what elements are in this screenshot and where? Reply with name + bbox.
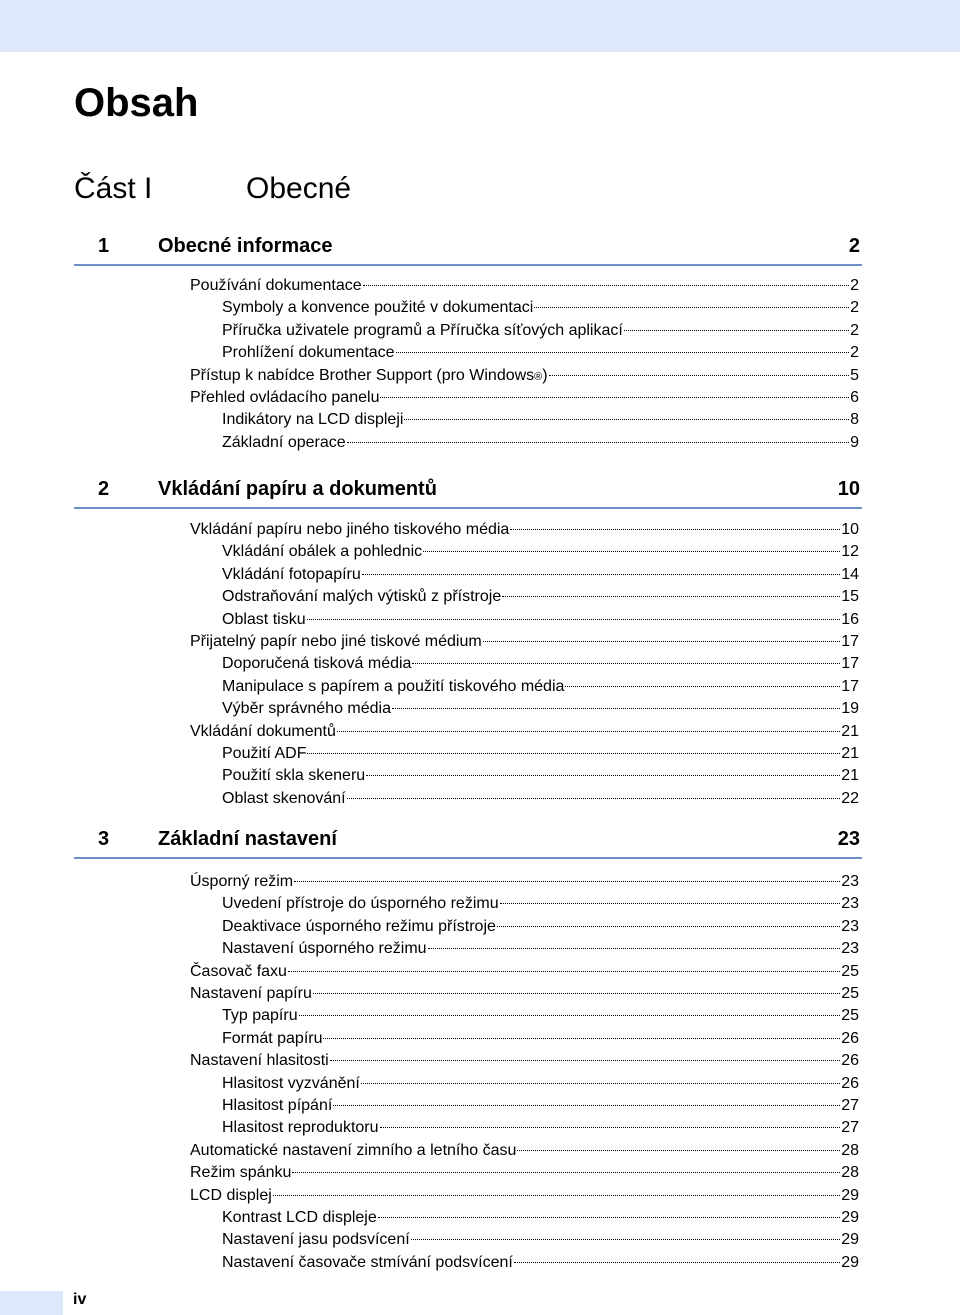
- toc-entry-page: 15: [841, 588, 859, 606]
- chapter-page: 10: [837, 478, 860, 500]
- toc-entry[interactable]: [222, 565, 859, 585]
- toc-entry[interactable]: [222, 744, 859, 764]
- toc-entry-page: 2: [850, 321, 859, 339]
- dot-leader: [307, 753, 840, 754]
- toc-entry-text: Úsporný režim: [190, 873, 294, 890]
- dot-leader: [517, 1150, 840, 1151]
- dot-leader: [366, 775, 840, 776]
- toc-entry[interactable]: [222, 610, 859, 630]
- toc-entry[interactable]: [222, 699, 859, 719]
- toc-entry-page: 23: [841, 917, 859, 935]
- toc-entry-page: 26: [841, 1052, 859, 1070]
- toc-entry-text: Přístup k nabídce Brother Support (pro Windows: [190, 366, 535, 384]
- dot-leader: [534, 307, 849, 308]
- toc-entry-text: Oblast tisku: [222, 610, 306, 628]
- toc-entry[interactable]: [222, 654, 859, 674]
- toc-entry-page: 23: [841, 940, 859, 958]
- toc-entry-page: 6: [850, 389, 859, 406]
- chapter-number: 2: [98, 478, 110, 500]
- dot-leader: [288, 971, 840, 972]
- page-title: Obsah: [74, 81, 199, 125]
- toc-entry-page: 29: [841, 1209, 859, 1226]
- dot-leader: [510, 529, 840, 530]
- toc-entry-text: Oblast skenování: [222, 789, 346, 807]
- part-title: Obecné: [246, 172, 352, 205]
- toc-entry-text: Vkládání fotopapíru: [222, 565, 361, 583]
- toc-entry-page: 17: [841, 677, 859, 695]
- toc-entry-text: Nastavení časovače stmívání podsvícení: [222, 1253, 513, 1271]
- toc-entry[interactable]: [222, 1096, 859, 1116]
- toc-entry-page: 29: [841, 1253, 859, 1271]
- toc-entry-page: 16: [841, 610, 859, 628]
- toc-entry-text: Prohlížení dokumentace: [222, 344, 395, 362]
- toc-entry-text: Indikátory na LCD displeji: [222, 411, 404, 429]
- page-number: iv: [73, 1291, 87, 1308]
- toc-entry-page: 21: [841, 722, 859, 740]
- toc-entry[interactable]: [190, 1141, 859, 1161]
- toc-entry[interactable]: [222, 677, 859, 697]
- toc-entry-page: 9: [850, 433, 859, 451]
- toc-entry-page: 25: [841, 1007, 859, 1025]
- toc-entry[interactable]: [222, 1253, 859, 1273]
- toc-entry[interactable]: [190, 722, 859, 742]
- toc-entry[interactable]: [222, 1230, 859, 1250]
- dot-leader: [363, 285, 849, 286]
- dot-leader: [292, 1172, 840, 1173]
- toc-entry-text: LCD displej: [190, 1186, 272, 1204]
- dot-leader: [396, 352, 850, 353]
- toc-entry-text: Manipulace s papírem a použití tiskového média: [222, 677, 565, 695]
- toc-entry-page: 23: [841, 895, 859, 913]
- toc-entry[interactable]: [222, 587, 859, 607]
- toc-entry-page: 19: [841, 700, 859, 718]
- toc-entry[interactable]: [190, 1186, 859, 1206]
- toc-entry[interactable]: [222, 433, 859, 453]
- dot-leader: [423, 551, 840, 552]
- dot-leader: [273, 1195, 840, 1196]
- part-label: Část I: [74, 172, 153, 205]
- toc-entry-text: Nastavení hlasitosti: [190, 1052, 329, 1070]
- dot-leader: [361, 1083, 840, 1084]
- toc-entry-text: Doporučená tisková média: [222, 655, 412, 673]
- toc-entry-page: 27: [841, 1097, 859, 1114]
- dot-leader: [323, 1038, 840, 1039]
- chapter-title: Obecné informace: [158, 235, 333, 257]
- toc-entry[interactable]: [190, 962, 859, 982]
- toc-entry-text: Vkládání obálek a pohlednic: [222, 543, 423, 561]
- toc-entry-text: Režim spánku: [190, 1164, 292, 1182]
- chapter-page: 2: [848, 235, 860, 257]
- toc-entry-page: 28: [841, 1141, 859, 1159]
- toc-entry[interactable]: [190, 1163, 859, 1183]
- toc-entry[interactable]: [222, 410, 859, 430]
- dot-leader: [294, 881, 840, 882]
- chapter-title: Vkládání papíru a dokumentů: [158, 478, 437, 500]
- toc-entry-page: 26: [841, 1074, 859, 1092]
- toc-entry[interactable]: [222, 321, 859, 341]
- dot-leader: [412, 663, 840, 664]
- toc-entry-text: Formát papíru: [222, 1029, 323, 1047]
- toc-entry[interactable]: [190, 1051, 859, 1071]
- dot-leader: [624, 330, 849, 331]
- toc-entry-page: 22: [841, 789, 859, 807]
- toc-entry[interactable]: [190, 388, 859, 408]
- toc-entry-page: 2: [850, 344, 859, 362]
- toc-entry-text: Nastavení papíru: [190, 985, 312, 1002]
- chapter-page: 23: [837, 828, 860, 850]
- toc-entry-page: 21: [841, 767, 859, 785]
- chapter-heading[interactable]: [74, 823, 862, 859]
- toc-entry-page: 5: [850, 366, 859, 384]
- dot-leader: [514, 1262, 840, 1263]
- dot-leader: [313, 993, 840, 994]
- dot-leader: [502, 596, 840, 597]
- toc-entry-text: Typ papíru: [222, 1007, 298, 1025]
- toc-entry[interactable]: [222, 894, 859, 914]
- dot-leader: [333, 1105, 840, 1106]
- toc-entry-text: Časovač faxu: [190, 962, 287, 980]
- toc-entry-page: 2: [850, 299, 859, 317]
- dot-leader: [347, 798, 841, 799]
- toc-entry[interactable]: [222, 343, 859, 363]
- dot-leader: [337, 731, 840, 732]
- dot-leader: [380, 397, 849, 398]
- toc-entry-text: Přijatelný papír nebo jiné tiskové médium: [190, 633, 482, 650]
- toc-entry-text: Uvedení přístroje do úsporného režimu: [222, 895, 499, 913]
- dot-leader: [362, 574, 840, 575]
- toc-entry-page: 12: [841, 543, 859, 561]
- toc-entry-text: Nastavení úsporného režimu: [222, 940, 427, 958]
- toc-entry[interactable]: [190, 276, 859, 296]
- toc-entry-page: 25: [841, 985, 859, 1002]
- toc-entry[interactable]: Přístup k nabídce Brother Support (pro Windows ® ) 5: [190, 366, 859, 384]
- dot-leader: [404, 419, 849, 420]
- toc-entry-page: 14: [841, 565, 859, 583]
- toc-entry-page: 21: [841, 745, 859, 762]
- toc-entry[interactable]: [190, 520, 859, 540]
- dot-leader: [299, 1015, 841, 1016]
- toc-entry-text: Hlasitost pípání: [222, 1097, 333, 1114]
- toc-entry[interactable]: [222, 917, 859, 937]
- chapter-title: Základní nastavení: [158, 828, 337, 850]
- toc-entry[interactable]: [222, 1118, 859, 1138]
- toc-entry-text-suffix: ): [542, 366, 548, 384]
- toc-entry-text: Hlasitost vyzvánění: [222, 1074, 360, 1092]
- footer-band: [0, 1291, 63, 1315]
- dot-leader: [378, 1217, 840, 1218]
- chapter-number: 3: [98, 828, 110, 850]
- dot-leader: [428, 948, 841, 949]
- dot-leader: [307, 619, 841, 620]
- dot-leader: [500, 903, 841, 904]
- dot-leader: [330, 1060, 840, 1061]
- toc-entry[interactable]: [222, 789, 859, 809]
- toc-entry-page: 2: [850, 277, 859, 294]
- toc-entry[interactable]: [222, 298, 859, 318]
- toc-entry-text: Automatické nastavení zimního a letního času: [190, 1141, 517, 1159]
- toc-entry-text: Příručka uživatele programů a Příručka síťových aplikací: [222, 321, 623, 339]
- toc-entry-text: Výběr správného média: [222, 700, 391, 718]
- toc-entry-text: Vkládání dokumentů: [190, 722, 336, 740]
- chapter-number: 1: [98, 235, 110, 257]
- toc-entry[interactable]: [222, 542, 859, 562]
- dot-leader: [483, 641, 841, 642]
- toc-entry[interactable]: [222, 1006, 859, 1026]
- toc-entry-page: 27: [841, 1119, 859, 1137]
- toc-entry[interactable]: [222, 939, 859, 959]
- toc-entry-text: Přehled ovládacího panelu: [190, 389, 380, 406]
- toc-entry-text: Hlasitost reproduktoru: [222, 1119, 379, 1137]
- chapter-heading[interactable]: [74, 230, 862, 266]
- toc-entry-text: Symboly a konvence použité v dokumentaci: [222, 299, 534, 317]
- toc-entry-text: Základní operace: [222, 433, 346, 451]
- toc-entry-text: Používání dokumentace: [190, 277, 362, 294]
- toc-entry-text: Vkládání papíru nebo jiného tiskového média: [190, 521, 510, 538]
- toc-entry[interactable]: [190, 872, 859, 892]
- toc-entry[interactable]: [222, 766, 859, 786]
- dot-leader: [347, 442, 849, 443]
- dot-leader: [565, 686, 840, 687]
- toc-entry-page: 29: [841, 1186, 859, 1204]
- toc-entry-page: 25: [841, 962, 859, 980]
- dot-leader: [497, 926, 840, 927]
- header-band: [0, 0, 960, 52]
- toc-entry[interactable]: [190, 632, 859, 652]
- toc-entry-text: Nastavení jasu podsvícení: [222, 1231, 410, 1249]
- toc-entry-text: Použití skla skeneru: [222, 767, 366, 785]
- dot-leader: [549, 375, 849, 376]
- toc-entry-page: 23: [841, 873, 859, 890]
- chapter-heading[interactable]: [74, 473, 862, 509]
- toc-entry-text: Použití ADF: [222, 745, 307, 762]
- toc-entry[interactable]: [190, 984, 859, 1004]
- toc-entry-page: 28: [841, 1164, 859, 1182]
- toc-entry-page: 29: [841, 1231, 859, 1249]
- toc-entry-page: 26: [841, 1029, 859, 1047]
- dot-leader: [380, 1127, 841, 1128]
- toc-entry[interactable]: [222, 1074, 859, 1094]
- toc-entry-page: 8: [850, 411, 859, 429]
- toc-entry-text: Kontrast LCD displeje: [222, 1209, 377, 1226]
- toc-entry-text: Odstraňování malých výtisků z přístroje: [222, 588, 502, 606]
- dot-leader: [411, 1239, 841, 1240]
- toc-entry-page: 17: [841, 633, 859, 650]
- toc-entry-page: 10: [841, 521, 859, 538]
- toc-entry[interactable]: [222, 1029, 859, 1049]
- dot-leader: [392, 708, 840, 709]
- toc-entry[interactable]: [222, 1208, 859, 1228]
- toc-entry-text: Deaktivace úsporného režimu přístroje: [222, 917, 496, 935]
- toc-entry-page: 17: [841, 655, 859, 673]
